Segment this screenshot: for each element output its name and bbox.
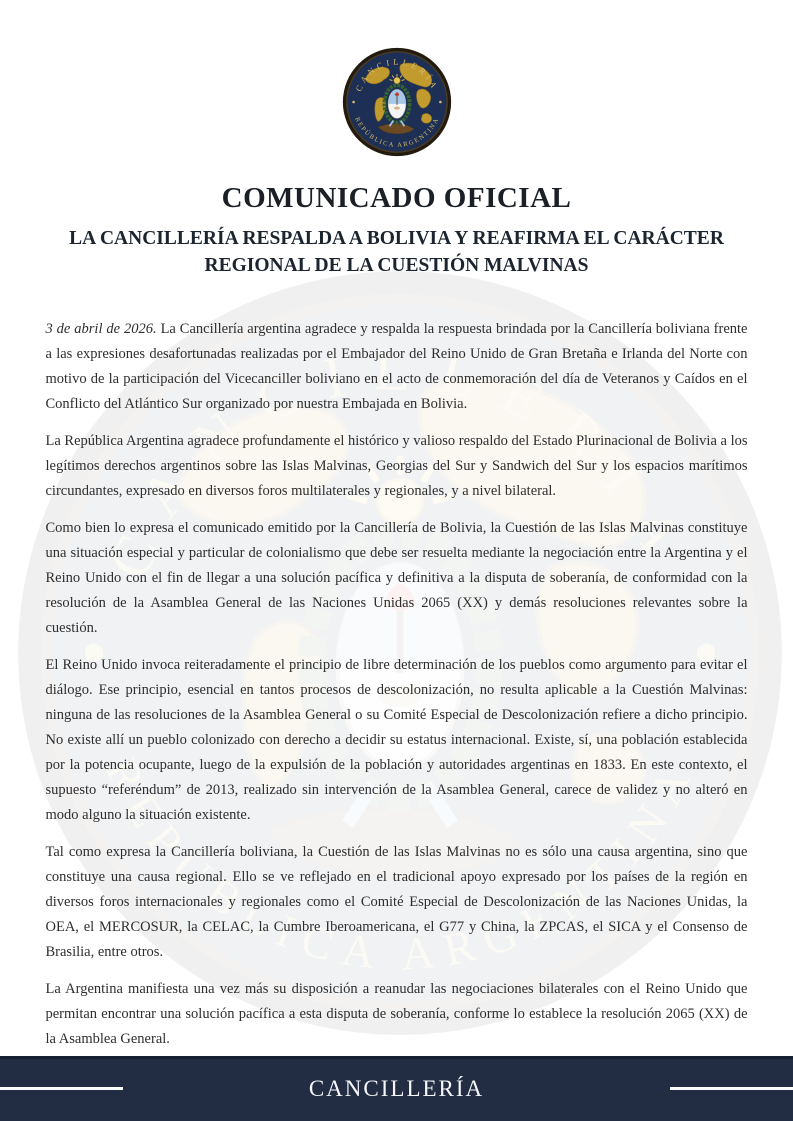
page-subtitle — [0, 225, 793, 279]
footer-right-rule — [670, 1087, 793, 1090]
paragraph-4: El Reino Unido invoca reiteradamente el principio de libre determinación de los pueblos como argumento para evitar el diálogo. Ese principio, esencial en tantos procesos de descolonización, no resulta aplicable a la Cuestión Malvinas: ninguna de las resoluciones de la Asamblea General o su Comité Especial de Descolonización refiere a dicho principio. No existe allí un pueblo colonizado con derecho a decidir su estatus internacional. Existe, sí, una población establecida por la potencia ocupante, luego de la expulsión de la población y autoridades argentinas en 1833. En este contexto, el supuesto “referéndum” de 2013, realizado sin intervención de la Asamblea General, carece de validez y no alteró en modo alguno la situación existente. — [45, 657, 748, 823]
footer-title: CANCILLERÍA — [308, 1075, 485, 1101]
subtitle-line-1: LA CANCILLERÍA RESPALDA A BOLIVIA Y REAFIRMA EL CARÁCTER — [69, 228, 724, 249]
document-body — [46, 317, 748, 1052]
cancilleria-seal-icon — [341, 46, 453, 158]
paragraph-1 — [46, 317, 748, 417]
cancilleria-seal-logo — [341, 46, 453, 158]
paragraph-3: Como bien lo expresa el comunicado emitido por la Cancillería de Bolivia, la Cuestión de las Islas Malvinas constituye una situación especial y particular de colonialismo que debe ser resuelta mediante la negociación entre la Argentina y el Reino Unido con el fin de llegar a una solución pacífica y definitiva a la disputa de soberanía, de conformidad con la resolución de la Asamblea General de las Naciones Unidas 2065 (XX) y demás resoluciones relevantes sobre la cuestión. — [45, 520, 748, 636]
paragraph-5: Tal como expresa la Cancillería boliviana, la Cuestión de las Islas Malvinas no es sólo una causa argentina, sino que constituye una causa regional. Ello se ve reflejado en el tradicional apoyo expresado por los países de la región en diversos foros internacionales y regionales como el Comité Especial de Descolonización de las Naciones Unidas, la OEA, el MERCOSUR, la CELAC, la Cumbre Iberoamericana, el G77 y China, la ZPCAS, el SICA y el Consenso de Brasilia, entre otros. — [45, 844, 748, 960]
document-content — [0, 46, 793, 1052]
subtitle-line-2: REGIONAL DE LA CUESTIÓN MALVINAS — [204, 255, 589, 276]
page-title: COMUNICADO OFICIAL — [221, 182, 572, 214]
footer-band — [0, 1056, 793, 1121]
paragraph-2: La República Argentina agradece profundamente el histórico y valioso respaldo del Estado Plurinacional de Bolivia a los legítimos derechos argentinos sobre las Islas Malvinas, Georgias del Sur y Sandwich del Sur y los espacios marítimos circundantes, expresado en diversos foros multilaterales y regionales, y a nivel bilateral. — [45, 433, 748, 499]
paragraph-6: La Argentina manifiesta una vez más su disposición a reanudar las negociaciones bilaterales con el Reino Unido que permitan encontrar una solución pacífica a esta disputa de soberanía, conforme lo establece la resolución 2065 (XX) de la Asamblea General. — [45, 981, 748, 1047]
paragraph-1-text: La Cancillería argentina agradece y respalda la respuesta brindada por la Cancillería boliviana frente a las expresiones desafortunadas realizadas por el Embajador del Reino Unido de Gran Bretaña e Irlanda del Norte con motivo de la participación del Vicecanciller boliviano en el acto de conmemoración del día de Veteranos y Caídos en el Conflicto del Atlántico Sur organizado por nuestra Embajada en Bolivia. — [45, 321, 748, 412]
date-text: 3 de abril de 2026. — [45, 321, 157, 337]
